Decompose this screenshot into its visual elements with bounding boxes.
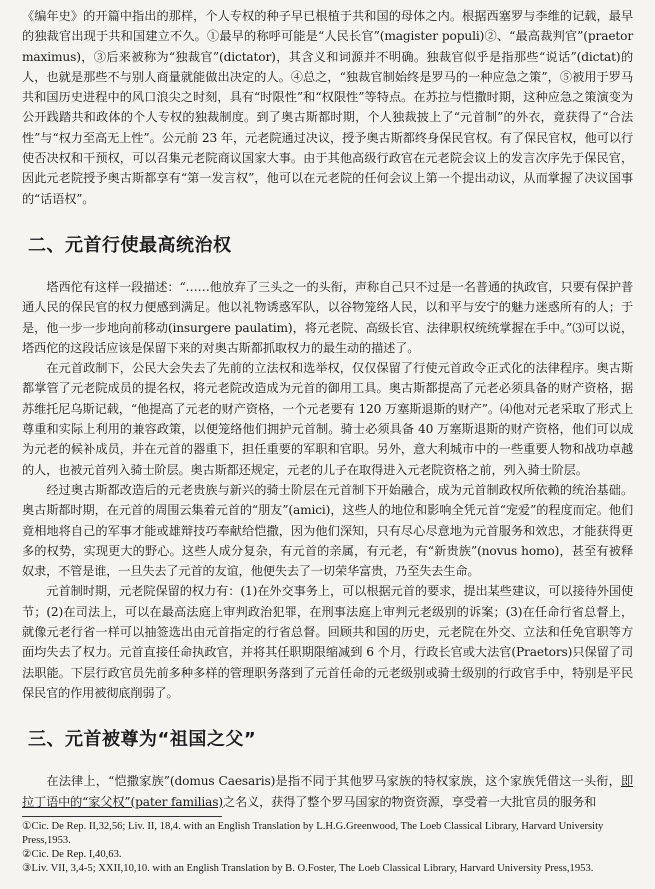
section-heading: 二、元首行使最高统治权 [28, 234, 232, 256]
underlined-text: 即拉丁语中的“家父权”(pater familias) [22, 774, 633, 809]
body-paragraph: 塔西佗有这样一段描述：“……他放弃了三头之一的头衔，声称自己只不过是一名普通的执政官，只要有保护普通人民的保民官的权力便感到满足。他以礼物诱惑军队，以谷物笼络人民，以和平与安宁的魅力迷惑所有的人；于是，他一步一步地向前移动(insurgere paulatim)，将元老院、高级长官、法律职权统统掌握在手中。”⑶可以说，塔西佗的这段话应该是保留下来的对奥古斯都抓取权力的最生动的描述了。 [22, 279, 633, 355]
footnotes [22, 820, 633, 876]
footnote-divider [22, 816, 222, 817]
body-paragraph: 经过奥古斯都改造后的元老贵族与新兴的骑士阶层在元首制下开始融合，成为元首制政权所依赖的统治基础。奥古斯都时期，在元首的周围云集着元首的“朋友”(amici)，这些人的地位和影响全凭元首“宠爱”的程度而定。他们竟相地将自己的军事才能或雄辩技巧奉献给恺撒，因为他们深知，只有尽心尽意地为元首服务和效忠，才能获得更多的权势，实现更大的野心。这些人成分复杂，有元首的亲属，有元老，有“新贵族”(novus homo)，甚至有被释奴隶，不管是谁，一旦失去了元首的友谊，他便失去了一切荣华富贵，乃至失去生命。 [22, 482, 633, 579]
body-paragraph: 元首制时期，元老院保留的权力有：(1)在外交事务上，可以根据元首的要求，提出某些建议，可以接待外国使节；(2)在司法上，可以在最高法庭上审判政治犯罪，在刑事法庭上审判元老级别的诉案；(3)在任命行省总督上，就像元老行省一样可以抽签选出由元首指定的行省总督。回顾共和国的历史，元老院在外交、立法和任免官职等方面均失去了权力。元首直接任命执政官，并将其任职期限缩减到 6 个月，行政长官或大法官(Praetors)只保留了司法职能。下层行政官员先前多种多样的管理职务落到了元首任命的元老级别或骑士级别的行政官手中，特别是平民保民官的作用被彻底削弱了。 [22, 584, 633, 700]
footnote: ①Cic. De Rep. II,32,56; Liv. II, 18,4. with an English Translation by L.H.G.Greenwood, The Loeb Classical Library, Harvard University Press,1953. [22, 820, 604, 846]
body-paragraph [22, 771, 633, 812]
footnote: ③Liv. VII, 3,4-5; XXII,10,10. with an English Translation by B. O.Foster, The Loeb Classical Library, Harvard University Press,1953. [22, 862, 594, 874]
paragraph-text: 在法律上，“恺撒家族”(domus Caesaris)是指不同于其他罗马家族的特权家族，这个家族凭借这一头衔， [46, 774, 621, 789]
footnote: ②Cic. De Rep. I,40,63. [22, 848, 122, 860]
paragraph-text: 之名义，获得了整个罗马国家的物资资源，享受着一大批官员的服务和 [223, 794, 597, 809]
section-heading: 三、元首被尊为“祖国之父” [28, 729, 257, 751]
body-paragraph: 《编年史》的开篇中指出的那样，个人专权的种子早已根植于共和国的母体之内。根据西塞罗与李维的记载，最早的独裁官出现于共和国建立不久。①最早的称呼可能是“人民长官”(magister populi)②、“最高裁判官”(praetor maximus)，③后来被称为“独裁官”(dictator)，其含义和词源并不明确。独裁官似乎是指那些“说话”(dictat)的人，也就是那些不与别人商量就能做出决定的人。④总之，“独裁官制始终是罗马的一种应急之策”，⑤被用于罗马共和国历史进程中的风口浪尖之时刻，具有“时限性”和“权限性”等特点。在苏拉与恺撒时期，这种应急之策演变为公开践踏共和政体的个人专权的独裁制度。到了奥古斯都时期，个人独裁披上了“元首制”的外衣，竟获得了“合法性”与“权力至高无上性”。公元前 23 年，元老院通过决议，授予奥古斯都终身保民官权。有了保民官权，他可以行使否决权和干预权，可以召集元老院商议国家大事。由于其他高级行政官在元老院会议上的发言次序先于保民官，因此元老院授予奥古斯都享有“第一发言权”，他可以在元老院的任何会议上第一个提出动议，从而掌握了决议国事的“话语权”。 [22, 9, 633, 206]
body-paragraph: 在元首政制下，公民大会失去了先前的立法权和选举权，仅仅保留了行使元首政令正式化的法律程序。奥古斯都掌管了元老院成员的提名权，将元老院改造成为元首的御用工具。奥古斯都提高了元老必须具备的财产资格，据苏维托尼乌斯记载，“他提高了元老的财产资格，一个元老要有 120 万塞斯退斯的财产”。⑷他对元老采取了形式上尊重和实际上利用的兼容政策，以便笼络他们拥护元首制。骑士必须具备 40 万塞斯退斯的财产资格，他们可以成为元老的候补成员，并在元首的器重下，担任重要的军职和官职。另外，意大利城市中的一些重要人物和战功卓越的人，也被元首列入骑士阶层。奥古斯都还规定，元老的儿子在取得进入元老院资格之前，列入骑士阶层。 [22, 361, 633, 477]
